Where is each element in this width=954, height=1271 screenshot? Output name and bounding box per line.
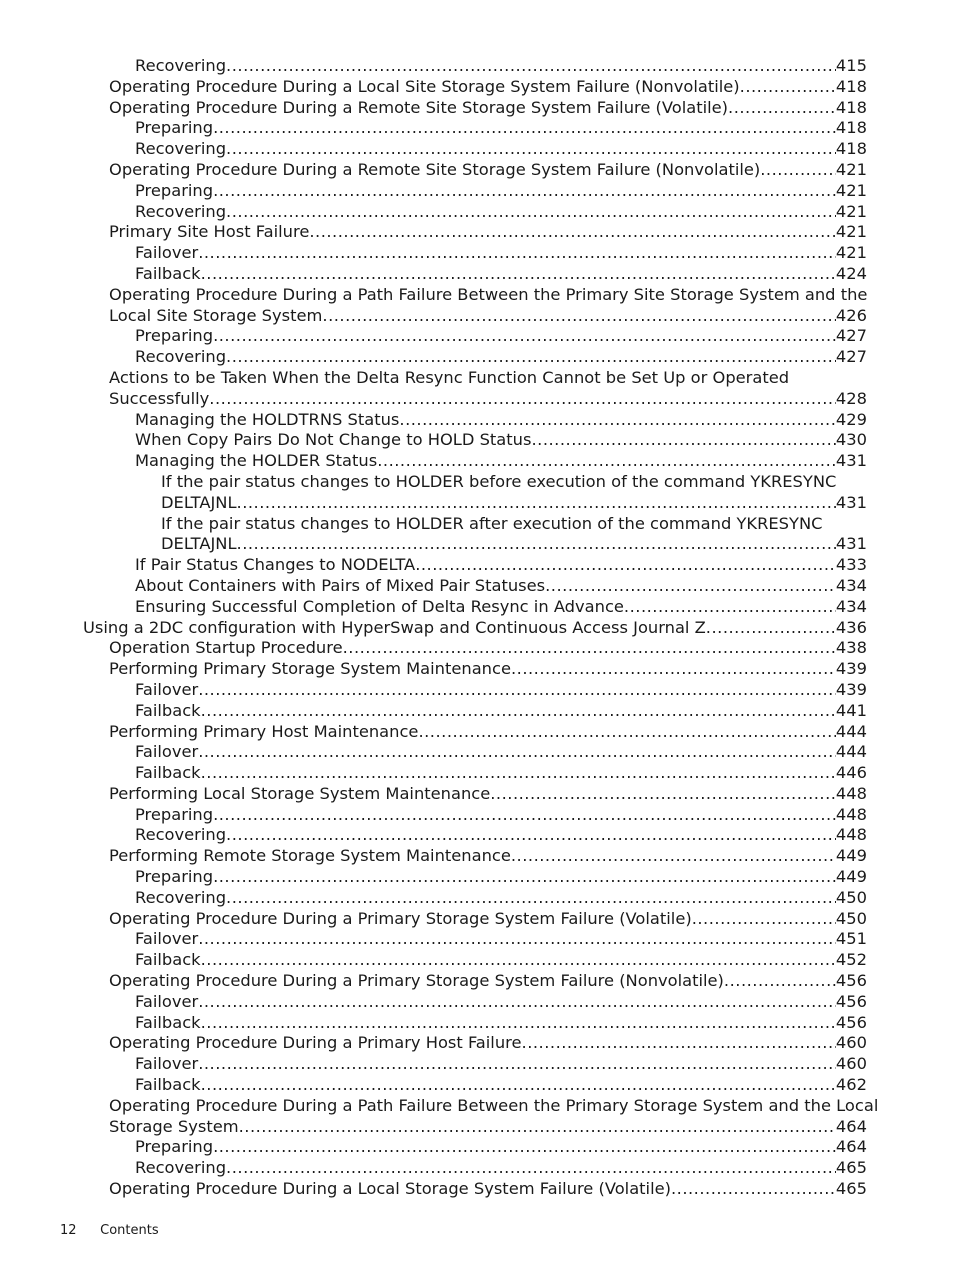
dot-leader (237, 534, 836, 555)
dot-leader (226, 202, 836, 223)
toc-entry-title: Preparing (135, 804, 214, 824)
toc-entry[interactable] (0, 1054, 954, 1075)
toc-entry-title: Preparing (135, 180, 214, 200)
toc-entry[interactable] (0, 1179, 954, 1200)
toc-entry-title: DELTAJNL (161, 492, 237, 512)
toc-entry-title-line1: If the pair status changes to HOLDER before execution of the command YKRESYNC (161, 471, 837, 491)
toc-entry-title: About Containers with Pairs of Mixed Pair Statuses (135, 575, 546, 595)
toc-entry[interactable] (0, 264, 954, 285)
toc-entry[interactable] (0, 555, 954, 576)
toc-entry-page-number: 421 (835, 159, 867, 179)
toc-entry-title: Failover (135, 929, 199, 949)
toc-entry[interactable] (0, 888, 954, 909)
toc-entry-page-number: 456 (835, 1012, 867, 1032)
toc-entry-page-number: 436 (835, 617, 867, 637)
toc-entry[interactable] (0, 784, 954, 805)
toc-entry-page-number: 439 (835, 659, 867, 679)
toc-entry-page-number: 415 (835, 56, 867, 75)
toc-entry[interactable] (0, 971, 954, 992)
toc-entry-title: Failback (135, 1012, 201, 1032)
dot-leader (511, 846, 836, 867)
dot-leader (226, 139, 836, 160)
toc-entry-title: Failover (135, 679, 199, 699)
toc-entry-title: Preparing (135, 1137, 214, 1157)
toc-entry-page-number: 431 (835, 534, 867, 554)
dot-leader (309, 222, 836, 243)
toc-entry[interactable] (0, 680, 954, 701)
toc-entry-title: Recovering (135, 1158, 227, 1178)
dot-leader (418, 722, 835, 743)
toc-entry-title: Operating Procedure During a Primary Host Failure (109, 1033, 522, 1053)
dot-leader (728, 98, 836, 119)
toc-entry-page-number: 418 (835, 139, 867, 159)
toc-entry[interactable] (0, 243, 954, 264)
toc-entry-title: Managing the HOLDTRNS Status (135, 409, 400, 429)
toc-entry-page-number: 446 (835, 763, 867, 783)
toc-entry-title: Local Site Storage System (109, 305, 323, 325)
toc-entry-title-line1: If the pair status changes to HOLDER after execution of the command YKRESYNC (161, 513, 823, 533)
dot-leader (198, 243, 836, 264)
dot-leader (201, 264, 836, 285)
toc-entry[interactable] (0, 285, 954, 327)
dot-leader (239, 1117, 836, 1138)
toc-entry-page-number: 431 (835, 492, 867, 512)
toc-entry-title: Failover (135, 243, 199, 263)
toc-entry-title: Recovering (135, 825, 227, 845)
toc-entry-page-number: 444 (835, 742, 867, 762)
dot-leader (760, 160, 836, 181)
toc-entry-title: Operating Procedure During a Local Storage System Failure (Volatile) (109, 1179, 671, 1199)
toc-entry-page-number: 421 (835, 180, 867, 200)
toc-entry[interactable] (0, 1075, 954, 1096)
toc-entry-page-number: 460 (835, 1054, 867, 1074)
toc-entry-title: Preparing (135, 867, 214, 887)
toc-entry-page-number: 441 (835, 700, 867, 720)
dot-leader (198, 1054, 836, 1075)
toc-entry[interactable] (0, 805, 954, 826)
dot-leader (213, 326, 836, 347)
toc-entry[interactable] (0, 202, 954, 223)
toc-entry[interactable] (0, 929, 954, 950)
toc-entry-title: Performing Remote Storage System Maintenance (109, 846, 511, 866)
toc-entry-page-number: 450 (835, 887, 867, 907)
toc-entry-title: Storage System (109, 1116, 239, 1136)
dot-leader (201, 763, 836, 784)
dot-leader (213, 867, 836, 888)
toc-entry-title-line1: Operating Procedure During a Path Failure Between the Primary Site Storage System and the (109, 284, 868, 304)
toc-entry-title: Preparing (135, 326, 214, 346)
toc-entry-title: Successfully (109, 388, 210, 408)
toc-entry-page-number: 451 (835, 929, 867, 949)
toc-entry-title: If Pair Status Changes to NODELTA (135, 555, 416, 575)
toc-entry[interactable] (0, 118, 954, 139)
toc-entry-title: Ensuring Successful Completion of Delta Resync in Advance (135, 596, 624, 616)
dot-leader (399, 410, 836, 431)
toc-entry-title: Failback (135, 263, 201, 283)
dot-leader (213, 805, 836, 826)
dot-leader (531, 430, 835, 451)
toc-entry-page-number: 450 (835, 908, 867, 928)
toc-entry-page-number: 465 (835, 1179, 867, 1199)
toc-entry-page-number: 460 (835, 1033, 867, 1053)
dot-leader (213, 1137, 836, 1158)
toc-entry-page-number: 418 (835, 97, 867, 117)
toc-entry-title: Performing Primary Storage System Maintenance (109, 659, 511, 679)
toc-entry[interactable] (0, 763, 954, 784)
toc-entry-page-number: 448 (835, 825, 867, 845)
toc-entry-title: Failover (135, 991, 199, 1011)
toc-entry-page-number: 418 (835, 118, 867, 138)
toc-entry-title: Failback (135, 700, 201, 720)
toc-entry[interactable] (0, 451, 954, 472)
toc-entry-page-number: 449 (835, 867, 867, 887)
toc-entry-page-number: 452 (835, 950, 867, 970)
toc-entry[interactable] (0, 1033, 954, 1054)
dot-leader (201, 701, 836, 722)
dot-leader (522, 1033, 836, 1054)
toc-entry-title: Failback (135, 950, 201, 970)
toc-entry[interactable] (0, 597, 954, 618)
toc-entry-page-number: 427 (835, 326, 867, 346)
dot-leader (198, 742, 836, 763)
toc-entry-title: Performing Local Storage System Maintenance (109, 783, 491, 803)
toc-entry-title: Operating Procedure During a Remote Site Storage System Failure (Nonvolatile) (109, 159, 761, 179)
toc-entry-page-number: 449 (835, 846, 867, 866)
footer-section-label: Contents (100, 1223, 159, 1238)
toc-entry[interactable] (0, 1013, 954, 1034)
dot-leader (706, 618, 836, 639)
toc-entry-page-number: 430 (835, 430, 867, 450)
dot-leader (724, 971, 836, 992)
toc-entry-page-number: 448 (835, 804, 867, 824)
toc-entry-page-number: 426 (835, 305, 867, 325)
toc-entry-title: Failback (135, 1075, 201, 1095)
dot-leader (624, 597, 836, 618)
dot-leader (198, 680, 836, 701)
toc-entry-title: When Copy Pairs Do Not Change to HOLD Status (135, 430, 532, 450)
dot-leader (198, 992, 836, 1013)
toc-entry[interactable] (0, 638, 954, 659)
dot-leader (201, 1013, 836, 1034)
toc-entry-title: Operating Procedure During a Primary Storage System Failure (Nonvolatile) (109, 971, 724, 991)
dot-leader (692, 909, 836, 930)
toc-entry-page-number: 465 (835, 1158, 867, 1178)
toc-entry[interactable] (0, 368, 954, 410)
toc-entry[interactable] (0, 326, 954, 347)
toc-entry[interactable] (0, 618, 954, 639)
toc-entry-page-number: 433 (835, 555, 867, 575)
dot-leader (201, 950, 836, 971)
toc-entry-title: Recovering (135, 139, 227, 159)
dot-leader (322, 306, 836, 327)
page-number: 12 (60, 1223, 77, 1238)
toc-entry-page-number: 421 (835, 201, 867, 221)
toc-entry-page-number: 421 (835, 243, 867, 263)
toc-entry-title: Recovering (135, 56, 227, 75)
toc-entry-page-number: 431 (835, 451, 867, 471)
dot-leader (198, 929, 836, 950)
toc-entry[interactable] (0, 1158, 954, 1179)
toc-entry-page-number: 428 (835, 388, 867, 408)
toc-entry-page-number: 427 (835, 347, 867, 367)
toc-entry-page-number: 456 (835, 991, 867, 1011)
toc-entry-title: Recovering (135, 887, 227, 907)
dot-leader (545, 576, 836, 597)
toc-entry-title: DELTAJNL (161, 534, 237, 554)
toc-entry-title-line1: Actions to be Taken When the Delta Resync Function Cannot be Set Up or Operated (109, 367, 790, 387)
dot-leader (213, 181, 836, 202)
toc-entry-page-number: 444 (835, 721, 867, 741)
toc-entry[interactable] (0, 1096, 954, 1138)
toc-entry[interactable] (0, 950, 954, 971)
toc-entry[interactable] (0, 1137, 954, 1158)
dot-leader (671, 1179, 836, 1200)
toc-entry[interactable] (0, 846, 954, 867)
toc-entry-title: Preparing (135, 118, 214, 138)
toc-entry-title: Operating Procedure During a Local Site Storage System Failure (Nonvolatile) (109, 76, 740, 96)
toc-entry-page-number: 448 (835, 783, 867, 803)
toc-entry-page-number: 456 (835, 971, 867, 991)
toc-entry-title: Operation Startup Procedure (109, 638, 343, 658)
page-footer (60, 1223, 159, 1238)
toc-entry-page-number: 421 (835, 222, 867, 242)
toc-entry-page-number: 464 (835, 1137, 867, 1157)
toc-entry-title: Failover (135, 742, 199, 762)
toc-entry-page-number: 464 (835, 1116, 867, 1136)
toc-entry[interactable] (0, 160, 954, 181)
dot-leader (226, 347, 836, 368)
toc-entry-title: Recovering (135, 347, 227, 367)
dot-leader (226, 56, 836, 77)
dot-leader (511, 659, 836, 680)
dot-leader (740, 77, 836, 98)
toc-entry[interactable] (0, 139, 954, 160)
dot-leader (201, 1075, 836, 1096)
dot-leader (209, 389, 836, 410)
toc-entry[interactable] (0, 722, 954, 743)
table-of-contents (0, 56, 954, 1200)
dot-leader (213, 118, 836, 139)
toc-entry[interactable] (0, 222, 954, 243)
toc-entry[interactable] (0, 659, 954, 680)
toc-entry-title: Performing Primary Host Maintenance (109, 721, 419, 741)
toc-entry[interactable] (0, 98, 954, 119)
toc-entry-title: Failover (135, 1054, 199, 1074)
toc-entry-title: Operating Procedure During a Primary Storage System Failure (Volatile) (109, 908, 692, 928)
toc-entry-title: Primary Site Host Failure (109, 222, 310, 242)
toc-entry-page-number: 462 (835, 1075, 867, 1095)
toc-entry[interactable] (0, 576, 954, 597)
dot-leader (377, 451, 836, 472)
toc-entry[interactable] (0, 56, 954, 77)
toc-entry[interactable] (0, 77, 954, 98)
dot-leader (237, 493, 836, 514)
toc-entry-title-line1: Operating Procedure During a Path Failure Between the Primary Storage System and the Local (109, 1095, 879, 1115)
toc-entry[interactable] (0, 701, 954, 722)
toc-entry-page-number: 418 (835, 76, 867, 96)
toc-entry-title: Recovering (135, 201, 227, 221)
toc-entry-page-number: 424 (835, 263, 867, 283)
toc-entry-page-number: 429 (835, 409, 867, 429)
toc-entry[interactable] (0, 181, 954, 202)
toc-entry[interactable] (0, 867, 954, 888)
toc-entry[interactable] (0, 430, 954, 451)
toc-entry[interactable] (0, 825, 954, 846)
dot-leader (490, 784, 836, 805)
toc-entry-title: Managing the HOLDER Status (135, 451, 378, 471)
toc-entry-title: Using a 2DC configuration with HyperSwap and Continuous Access Journal Z (83, 617, 706, 637)
toc-entry[interactable] (0, 992, 954, 1013)
toc-entry[interactable] (0, 514, 954, 556)
toc-entry-title: Failback (135, 763, 201, 783)
toc-entry-page-number: 438 (835, 638, 867, 658)
dot-leader (226, 1158, 836, 1179)
toc-entry[interactable] (0, 347, 954, 368)
toc-entry[interactable] (0, 472, 954, 514)
toc-entry-page-number: 439 (835, 679, 867, 699)
toc-entry-title: Operating Procedure During a Remote Site Storage System Failure (Volatile) (109, 97, 729, 117)
dot-leader (343, 638, 836, 659)
toc-entry-page-number: 434 (835, 575, 867, 595)
toc-entry[interactable] (0, 909, 954, 930)
dot-leader (415, 555, 836, 576)
toc-entry-page-number: 434 (835, 596, 867, 616)
toc-entry[interactable] (0, 742, 954, 763)
dot-leader (226, 888, 836, 909)
toc-entry[interactable] (0, 410, 954, 431)
dot-leader (226, 825, 836, 846)
